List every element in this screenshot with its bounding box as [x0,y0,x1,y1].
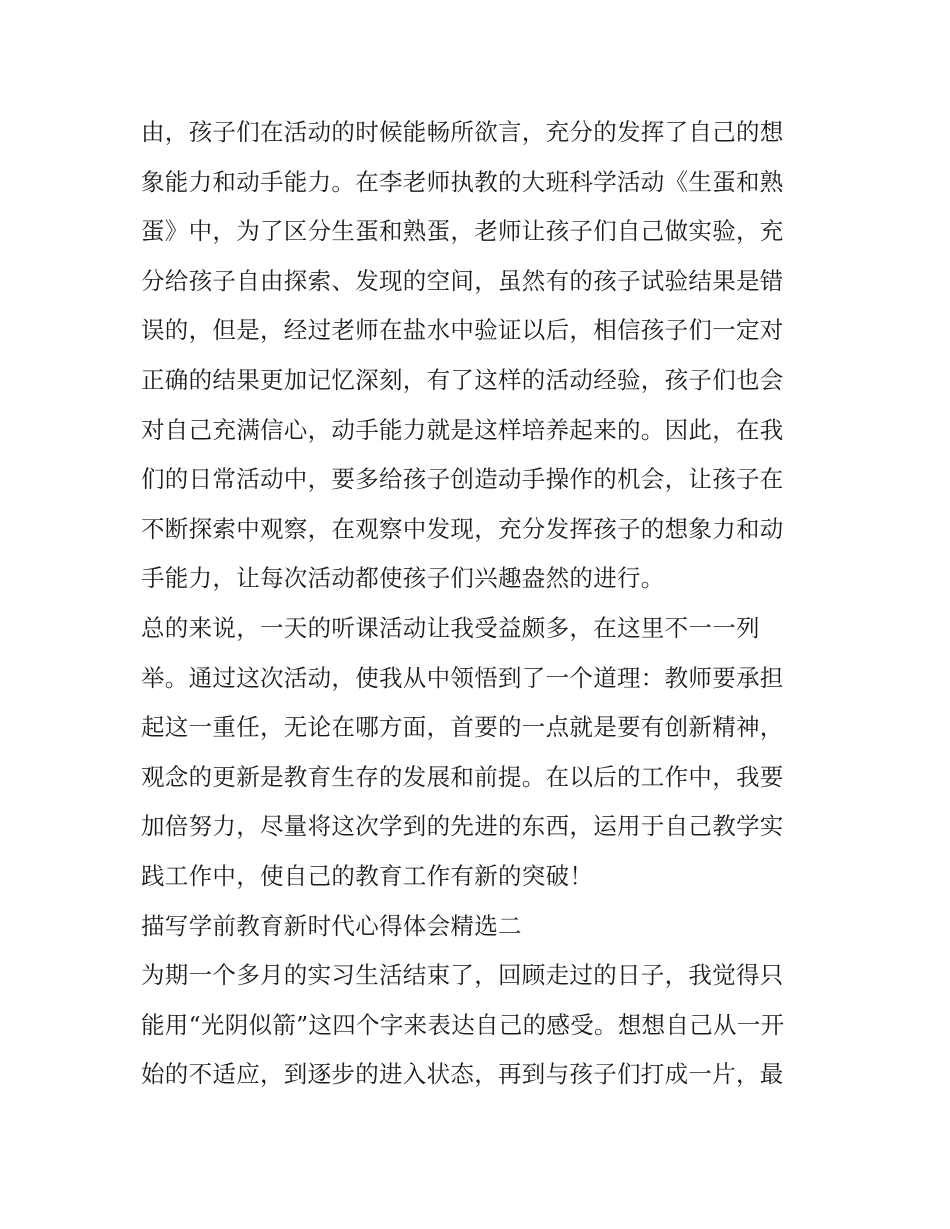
text-line: 践工作中，使自己的教育工作有新的突破！ [141,861,594,890]
text-line: 能用“光阴似箭”这四个字来表达自己的感受。想想自己从一开 [141,1010,785,1039]
text-line: 象能力和动手能力。在李老师执教的大班科学活动《生蛋和熟 [141,167,784,196]
text-line: 们的日常活动中，要多给孩子创造动手操作的机会，让孩子在 [141,465,784,494]
text-line: 正确的结果更加记忆深刻，有了这样的活动经验，孩子们也会 [141,365,784,394]
text-line: 举。通过这次活动，使我从中领悟到了一个道理：教师要承担 [141,663,784,692]
text-line: 为期一个多月的实习生活结束了，回顾走过的日子，我觉得只 [141,961,784,990]
document-body [141,108,831,1100]
text-line: 对自己充满信心，动手能力就是这样培养起来的。因此，在我 [141,415,784,444]
text-line: 起这一重任，无论在哪方面，首要的一点就是要有创新精神， [141,713,784,742]
text-line: 手能力，让每次活动都使孩子们兴趣盎然的进行。 [141,564,665,593]
text-line: 始的不适应，到逐步的进入状态，再到与孩子们打成一片，最 [141,1060,784,1089]
section-heading: 描写学前教育新时代心得体会精选二 [141,911,522,940]
paragraph-2 [141,604,831,902]
text-line: 加倍努力，尽量将这次学到的先进的东西，运用于自己教学实 [141,812,784,841]
text-line: 由，孩子们在活动的时候能畅所欲言，充分的发挥了自己的想 [141,118,784,146]
text-line: 蛋》中，为了区分生蛋和熟蛋，老师让孩子们自己做实验，充 [141,217,784,246]
paragraph-1 [141,108,831,604]
text-line: 不断探索中观察，在观察中发现，充分发挥孩子的想象力和动 [141,514,784,543]
text-line: 总的来说，一天的听课活动让我受益颇多，在这里不一一列 [141,613,760,642]
paragraph-3 [141,951,831,1100]
text-line: 分给孩子自由探索、发现的空间，虽然有的孩子试验结果是错 [141,266,784,295]
text-line: 误的，但是，经过老师在盐水中验证以后，相信孩子们一定对 [141,316,784,345]
text-line: 观念的更新是教育生存的发展和前提。在以后的工作中，我要 [141,762,784,791]
